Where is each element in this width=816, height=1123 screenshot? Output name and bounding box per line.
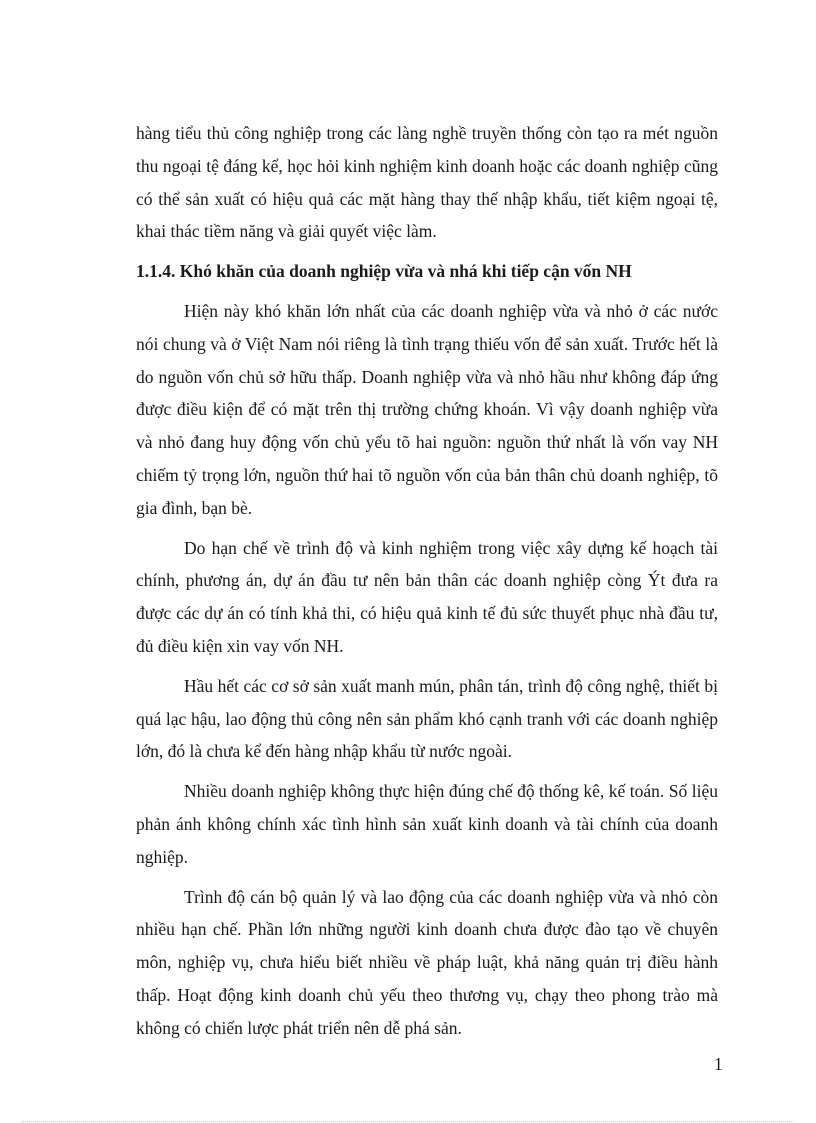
paragraph-management-skills: Trình độ cán bộ quản lý và lao động của các doanh nghiệp vừa và nhỏ còn nhiều hạn chế. Phần lớn những người kinh doanh chưa được đào tạo về chuyên môn, nghiệp vụ, chưa hiểu biết nhiều về pháp luật, khả năng quản trị điều hành thấp. Hoạt động kinh doanh chủ yếu theo thương vụ, chạy theo phong trào mà không có chiến lược phát triển nên dễ phá sản. bbox=[136, 886, 718, 1038]
paragraph-planning-limits: Do hạn chế về trình độ và kinh nghiệm trong việc xây dựng kế hoạch tài chính, phương án, dự án đầu tư nên bản thân các doanh nghiệp còng Ýt đưa ra được các dự án có tính khả thi, có hiệu quả kinh tế đủ sức thuyết phục nhà đầu tư, đủ điều kiện xin vay vốn NH. bbox=[136, 537, 718, 656]
section-heading: 1.1.4. Khó khăn của doanh nghiệp vừa và nhá khi tiếp cận vốn NH bbox=[136, 261, 632, 282]
paragraph-production-base: Hầu hết các cơ sở sản xuất manh mún, phân tán, trình độ công nghệ, thiết bị quá lạc hậu, lao động thủ công nên sản phẩm khó cạnh tranh với các doanh nghiệp lớn, đó là chưa kể đến hàng nhập khẩu từ nước ngoài. bbox=[136, 675, 718, 762]
page-body bbox=[136, 117, 718, 1045]
page-number: 1 bbox=[714, 1054, 723, 1074]
paragraph-capital-shortage: Hiện này khó khăn lớn nhất của các doanh nghiệp vừa và nhỏ ở các nước nói chung và ở Việt Nam nói riêng là tình trạng thiếu vốn để sản xuất. Trước hết là do nguồn vốn chủ sở hữu thấp. Doanh nghiệp vừa và nhỏ hầu như không đáp ứng được điều kiện để có mặt trên thị trường chứng khoán. Vì vậy doanh nghiệp vừa và nhỏ đang huy động vốn chủ yếu tõ hai nguồn: nguồn thứ nhất là vốn vay NH chiếm tỷ trọng lớn, nguồn thứ hai tõ nguồn vốn của bản thân chủ doanh nghiệp, tõ gia đình, bạn bè. bbox=[136, 300, 718, 518]
paragraph-continuation: hàng tiểu thủ công nghiệp trong các làng nghề truyền thống còn tạo ra mét nguồn thu ngoại tệ đáng kể, học hỏi kinh nghiệm kinh doanh hoặc các doanh nghiệp cũng có thể sản xuất có hiệu quả các mặt hàng thay thế nhập khẩu, tiết kiệm ngoại tệ, khai thác tiềm năng và giải quyết việc làm. bbox=[136, 123, 718, 242]
page-bottom-divider bbox=[22, 1121, 794, 1122]
paragraph-accounting: Nhiều doanh nghiệp không thực hiện đúng chế độ thống kê, kế toán. Số liệu phản ánh không chính xác tình hình sản xuất kinh doanh và tài chính của doanh nghiệp. bbox=[136, 781, 718, 867]
